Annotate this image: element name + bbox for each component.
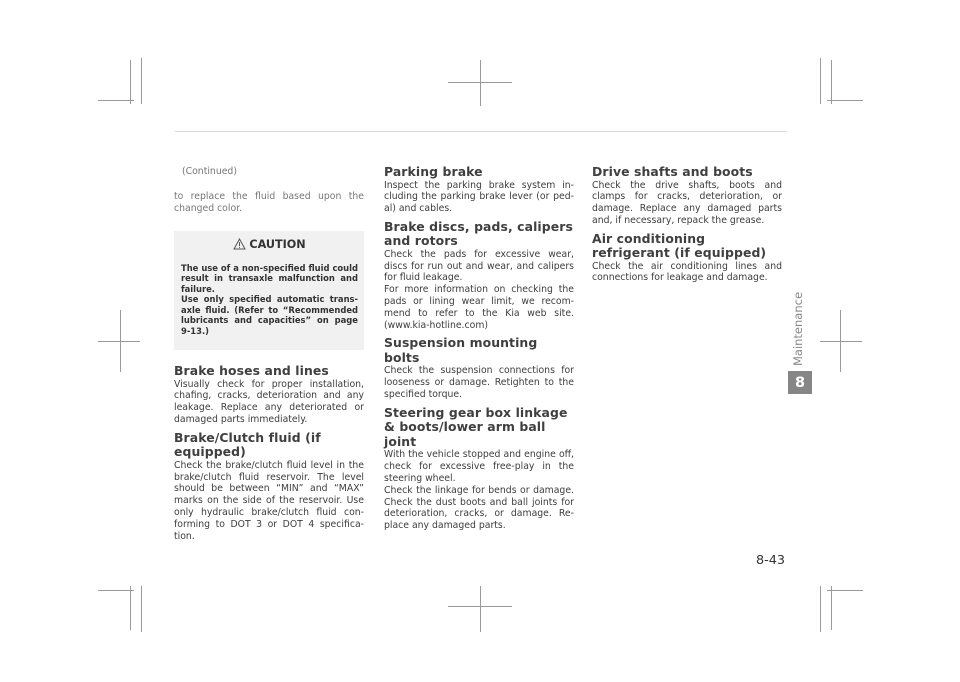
section-brake-discs xyxy=(384,220,574,332)
intro-text: to replace the fluid based upon the changed color. xyxy=(174,191,364,214)
header-rule xyxy=(175,131,787,132)
caution-text-1: The use of a non-specified fluid could result in transaxle malfunction and failure. xyxy=(181,262,358,294)
section-body: Check the air conditioning lines and connections for leakage and damage. xyxy=(592,260,782,284)
chapter-side-label-text: Maintenance xyxy=(791,291,805,367)
section-body: Check the suspension connections for looseness or damage. Retighten to the specified torque. xyxy=(384,365,574,401)
section-body: Visually check for proper installation, chafing, cracks, deterioration and any leakage. Replace any deteriorated or damaged parts immediately. xyxy=(174,378,364,425)
section-body: With the vehicle stopped and engine off, check for excessive free-play in the steering wheel. xyxy=(384,449,574,484)
caution-box xyxy=(174,231,364,351)
chapter-tab: 8 xyxy=(788,371,812,394)
section-heading: Drive shafts and boots xyxy=(592,164,753,179)
column-1 xyxy=(174,150,364,542)
section-heading: Brake discs, pads, calipers and rotors xyxy=(384,218,573,249)
section-heading: Suspension mounting bolts xyxy=(384,335,538,365)
section-heading: Brake/Clutch fluid (if equipped) xyxy=(174,429,321,460)
continued-label: (Continued) xyxy=(182,166,237,177)
section-body: Check the brake/clutch fluid level in the brake/clutch fluid reservoir. The level should be between “MIN” and “MAX” marks on the side of the reservoir. Use only hydraulic brake/clutch fluid con-forming to DOT 3 or DOT 4 specifica-tion. xyxy=(174,459,364,542)
caution-title-text: CAUTION xyxy=(249,237,306,251)
column-3 xyxy=(592,165,782,284)
section-air-conditioning xyxy=(592,232,782,285)
section-heading: Air conditioning refrigerant (if equipped) xyxy=(592,230,767,261)
section-body-2: Check the linkage for bends or damage. Check the dust boots and ball joints for deterioration, cracks, or damage. Re-place any damaged parts. xyxy=(384,484,574,532)
section-body: Check the pads for excessive wear, discs for run out and wear, and calipers for fluid leakage. xyxy=(384,248,574,284)
section-brake-hoses xyxy=(174,364,364,426)
section-body: Check the drive shafts, boots and clamps for cracks, deterioration, or damage. Replace any damaged parts and, if necessary, repack the grease. xyxy=(592,179,782,226)
page-number: 8-43 xyxy=(756,553,786,568)
section-parking-brake xyxy=(384,165,574,215)
section-body: Inspect the parking brake system in-cluding the parking brake lever (or ped-al) and cables. xyxy=(384,179,574,215)
section-heading: Brake hoses and lines xyxy=(174,363,329,379)
section-body-2: For more information on checking the pads or lining wear limit, we recom-mend to refer to the Kia web site. (www.kia-hotline.com) xyxy=(384,284,574,331)
caution-title xyxy=(181,238,358,252)
section-suspension-bolts xyxy=(384,336,574,400)
chapter-side-label xyxy=(789,291,807,367)
section-steering-linkage xyxy=(384,406,574,532)
section-heading: Steering gear box linkage & boots/lower arm ball joint xyxy=(384,404,568,449)
warning-triangle-icon xyxy=(233,238,246,250)
section-drive-shafts xyxy=(592,165,782,227)
section-heading: Parking brake xyxy=(384,164,483,179)
column-2 xyxy=(384,165,574,532)
caution-text-2: Use only specified automatic trans-axle fluid. (Refer to “Recommended lubricants and capacities” on page 9-13.) xyxy=(181,294,358,336)
section-brake-fluid xyxy=(174,431,364,543)
